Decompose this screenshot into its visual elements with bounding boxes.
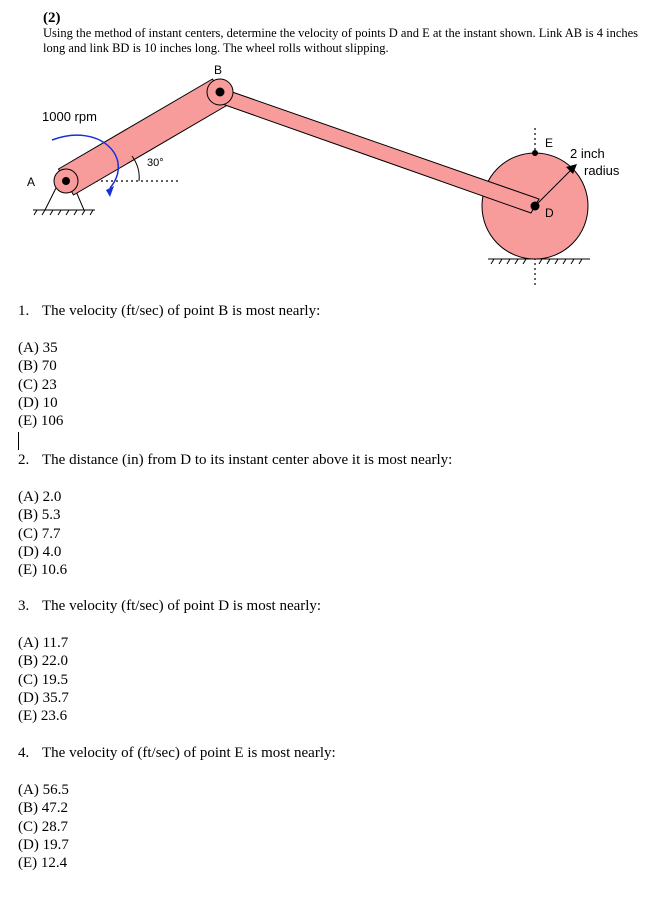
options-list [18, 634, 321, 725]
option[interactable]: (B) 5.3 [18, 507, 61, 524]
option[interactable]: (C) 28.7 [18, 818, 68, 835]
question-number: 3. [18, 598, 30, 614]
option[interactable]: (E) 23.6 [18, 708, 68, 725]
text-cursor [18, 432, 19, 450]
label-radius-line2: radius [584, 163, 620, 178]
option[interactable]: (B) 70 [18, 358, 57, 375]
question-1 [18, 303, 320, 430]
options-list [18, 488, 452, 579]
options-list [18, 781, 336, 872]
question-text: The velocity of (ft/sec) of point E is most nearly: [42, 745, 336, 761]
label-point-e: E [545, 136, 554, 150]
option[interactable]: (A) 56.5 [18, 782, 69, 798]
question-text: The distance (in) from D to its instant center above it is most nearly: [42, 452, 453, 468]
option[interactable]: (A) 2.0 [18, 489, 62, 505]
ground-a [33, 210, 95, 215]
label-point-a: A [27, 175, 36, 189]
option[interactable]: (C) 19.5 [18, 671, 68, 688]
question-2 [18, 452, 452, 579]
option[interactable]: (C) 23 [18, 376, 57, 393]
question-3 [18, 598, 321, 725]
label-rpm: 1000 rpm [42, 109, 97, 124]
question-4 [18, 745, 336, 872]
label-radius-line1: 2 inch [570, 146, 605, 161]
link-ab [59, 79, 228, 195]
problem-statement: Using the method of instant centers, determine the velocity of points D and E at the instant shown. Link AB is 4 inches long and link BD is 10 inches long. The wheel rolls without slipping. [43, 26, 639, 55]
problem-number: (2) [43, 10, 61, 26]
option[interactable]: (C) 7.7 [18, 525, 61, 542]
ground-wheel [488, 259, 590, 264]
mechanism-figure [0, 60, 660, 300]
option[interactable]: (E) 10.6 [18, 562, 68, 579]
question-number: 2. [18, 452, 30, 468]
point-e-dot [532, 150, 538, 156]
option[interactable]: (E) 12.4 [18, 855, 68, 872]
link-bd [215, 86, 539, 213]
label-angle: 30° [147, 157, 164, 169]
option[interactable]: (A) 11.7 [18, 635, 69, 651]
question-text: The velocity (ft/sec) of point B is most nearly: [42, 303, 321, 319]
option[interactable]: (B) 22.0 [18, 653, 68, 670]
pin-b [216, 88, 225, 97]
label-point-d: D [545, 206, 554, 220]
options-list [18, 339, 320, 430]
option[interactable]: (D) 4.0 [18, 543, 62, 560]
option[interactable]: (D) 10 [18, 394, 58, 411]
question-number: 1. [18, 303, 30, 319]
option[interactable]: (B) 47.2 [18, 800, 68, 817]
option[interactable]: (D) 35.7 [18, 689, 69, 706]
question-text: The velocity (ft/sec) of point D is most nearly: [42, 598, 322, 614]
pin-a [62, 177, 70, 185]
question-number: 4. [18, 745, 30, 761]
option[interactable]: (E) 106 [18, 413, 64, 430]
option[interactable]: (D) 19.7 [18, 836, 69, 853]
option[interactable]: (A) 35 [18, 340, 58, 356]
label-point-b: B [214, 63, 223, 77]
problem-header [43, 10, 653, 56]
